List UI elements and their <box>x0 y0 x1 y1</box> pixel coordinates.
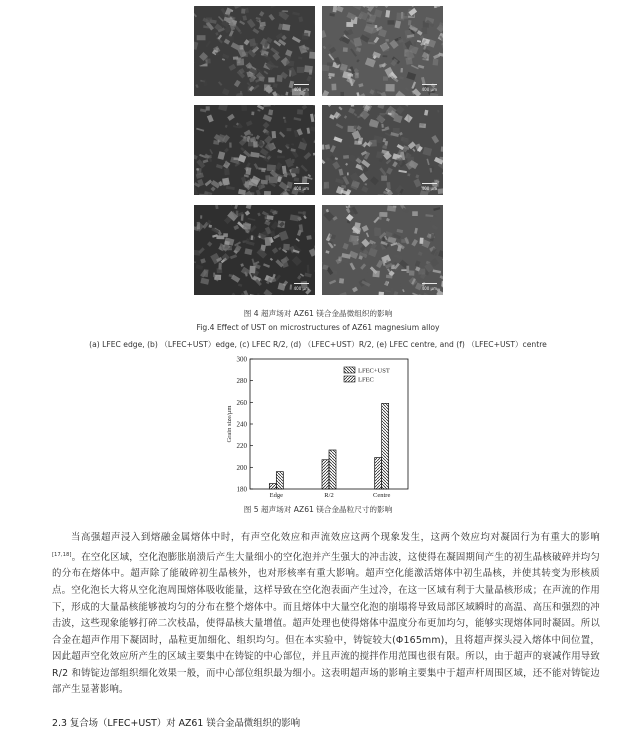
legend-swatch <box>344 376 355 382</box>
bar-lfec-ust-r-2 <box>329 450 336 489</box>
y-tick-label: 300 <box>236 355 247 364</box>
micrograph-b-texture <box>322 6 443 96</box>
micrograph-f <box>322 205 443 295</box>
y-tick-label: 180 <box>236 485 247 494</box>
legend-label: LFEC+UST <box>358 367 390 375</box>
bar-lfec-r-2 <box>322 460 329 489</box>
scale-bar-label: 400 μm <box>293 87 309 92</box>
chart-legend <box>344 367 390 384</box>
bar-lfec-centre <box>375 458 382 489</box>
micrograph-c-texture <box>194 105 315 195</box>
y-tick-label: 220 <box>236 442 247 451</box>
micrograph-f-texture <box>322 205 443 295</box>
legend-label: LFEC <box>358 376 374 384</box>
y-tick-label: 240 <box>236 420 247 429</box>
bar-lfec-ust-centre <box>382 403 389 489</box>
y-axis-label: Grain size/μm <box>226 405 233 443</box>
micrograph-d <box>322 105 443 195</box>
bar-lfec-edge <box>269 484 276 489</box>
body-paragraph: 当高强超声浸入到熔融金属熔体中时，有声空化效应和声流效应这两个现象发生，这两个效应均对凝固行为有重大的影响[17,18]。在空化区域，空化泡膨胀崩溃后产生大量细小的空化泡并产生强大的冲击波，这使得在凝固期间产生的初生晶核破碎并均匀的分布在熔体中。超声除了能破碎初生晶核外，也对形核率有重大影响。超声空化能激活熔体中初生晶核，并使其转变为形核质点。空化泡长大将从空化泡周围熔体吸收能量，这样导致在空化泡表面产生过冷，在这一区域有利于大量晶核形成；在声流的作用下，形成的大量晶核能够被均匀的分布在整个熔体中。而且熔体中大量空化泡的崩塌将导致局部区域瞬时的高温、高压和强烈的冲击波，这些现象能够打碎二次枝晶，使得晶核大量增值。超声处理也使得熔体中温度分布更加均匀，能够实现熔体同时凝固。所以合金在超声作用下凝固时，晶粒更加细化、组织均匀。但在本实验中，铸锭较大(Φ165mm)，且将超声探头浸入熔体中间位置，因此超声空化效应所产生的区域主要集中在铸锭的中心部位，并且声流的搅拌作用范围也很有限。所以，由于超声的衰减作用导致 R/2 和铸锭边部组织细化效果一般，而中心部位组织最为细小。这表明超声场的影响主要集中于超声杆周围区域，还不能对铸锭边部产生显著影响。 <box>52 532 600 696</box>
micrograph-d-texture <box>322 105 443 195</box>
scale-bar-label: 400 μm <box>421 286 437 291</box>
chart-bars <box>269 403 388 489</box>
scale-bar-label: 400 μm <box>293 186 309 191</box>
micrograph-b <box>322 6 443 96</box>
micrograph-a-texture <box>194 6 315 96</box>
x-tick-label: R/2 <box>324 492 334 499</box>
section-heading: 2.3 复合场（LFEC+UST）对 AZ61 镁合金晶微组织的影响 <box>52 718 301 729</box>
citation-ref: [17,18] <box>52 551 72 558</box>
bar-lfec-ust-edge <box>276 472 283 489</box>
scale-bar-label: 400 μm <box>421 186 437 191</box>
y-tick-label: 260 <box>236 398 247 407</box>
micrograph-c <box>194 105 315 195</box>
legend-swatch <box>344 367 355 373</box>
micrograph-e-texture <box>194 205 315 295</box>
fig4-caption-en: Fig.4 Effect of UST on microstructures of AZ61 magnesium alloy <box>196 323 440 332</box>
fig4-caption-cn: 图 4 超声场对 AZ61 镁合金晶微组织的影响 <box>243 309 393 318</box>
x-tick-label: Edge <box>269 492 284 499</box>
fig4-caption-sub: (a) LFEC edge, (b) （LFEC+UST）edge, (c) LFEC R/2, (d) （LFEC+UST）R/2, (e) LFEC centre, and (f) （LFEC+UST）centre <box>89 340 547 349</box>
x-tick-label: Centre <box>373 492 391 499</box>
y-tick-label: 200 <box>236 463 247 472</box>
scale-bar-label: 400 μm <box>293 286 309 291</box>
micrograph-e <box>194 205 315 295</box>
scale-bar-label: 400 μm <box>421 87 437 92</box>
micrograph-a <box>194 6 315 96</box>
fig5-caption-cn: 图 5 超声场对 AZ61 镁合金晶粒尺寸的影响 <box>243 505 393 514</box>
grain-size-bar-chart <box>218 350 418 500</box>
y-tick-label: 280 <box>236 377 247 386</box>
